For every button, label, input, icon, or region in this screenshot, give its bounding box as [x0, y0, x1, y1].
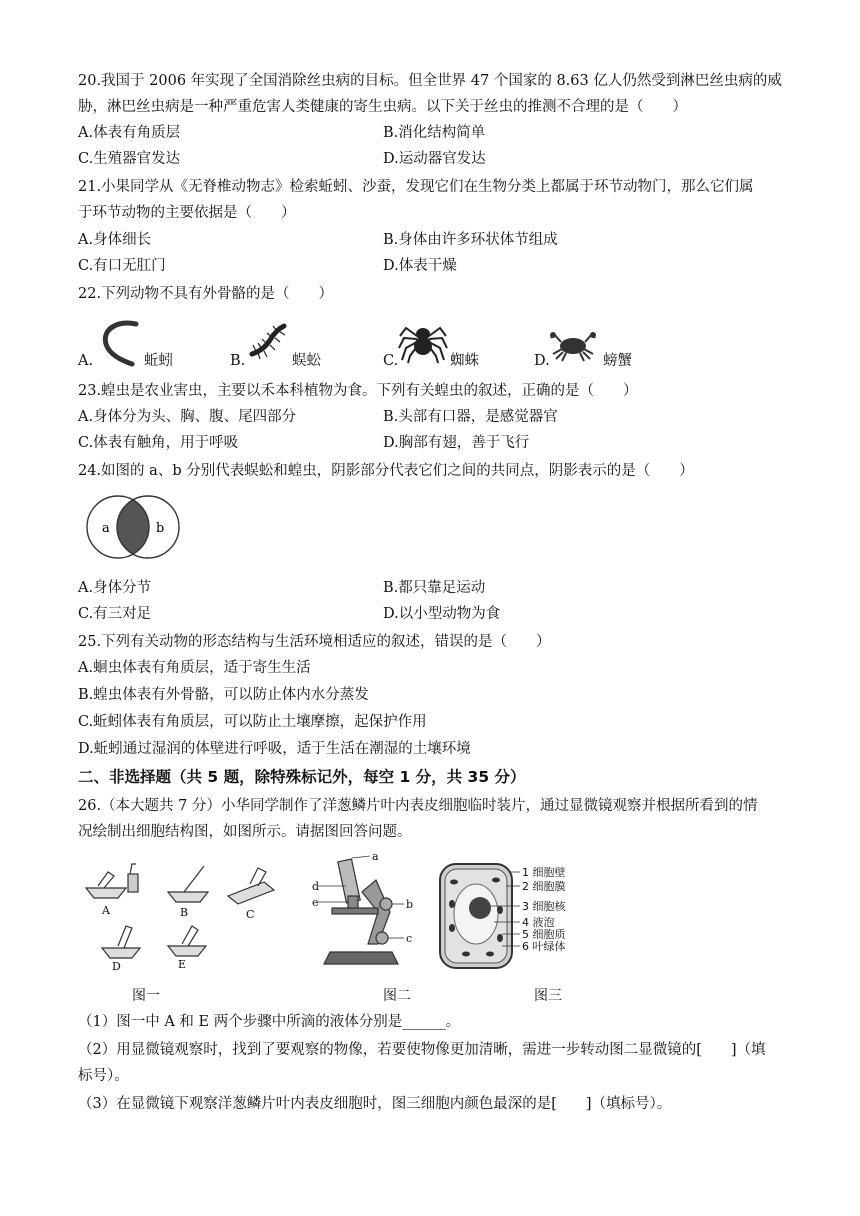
q20-option-a: A.体表有角质层 — [78, 125, 181, 141]
q25-option-b: B.蝗虫体表有外骨骼，可以防止体内水分蒸发 — [78, 687, 369, 703]
q21-stem-line2: 于环节动物的主要依据是（ ） — [78, 205, 296, 221]
q20-option-c: C.生殖器官发达 — [78, 151, 181, 167]
q22-option-d-letter: D. — [534, 353, 550, 369]
q26-sub2-line2: 标号）。 — [78, 1068, 129, 1084]
venn-label-a: a — [102, 521, 110, 536]
figure1-caption: 图一 — [132, 988, 160, 1004]
q24-option-d: D.以小型动物为食 — [383, 606, 501, 622]
fig2-label-e: e — [312, 896, 319, 909]
q23-option-d: D.胸部有翅，善于飞行 — [383, 435, 530, 451]
fig2-label-a: a — [372, 852, 379, 863]
fig2-label-c: c — [406, 932, 413, 945]
q20-option-b: B.消化结构简单 — [383, 125, 486, 141]
venn-diagram — [82, 494, 186, 560]
q21-option-d: D.体表干燥 — [383, 258, 457, 274]
q24-stem: 24.如图的 a、b 分别代表蜈蚣和蝗虫，阴影部分代表它们之间的共同点，阴影表示的是（ ） — [78, 463, 694, 479]
q25-option-a: A.蛔虫体表有角质层，适于寄生生活 — [78, 660, 311, 676]
q25-stem: 25.下列有关动物的形态结构与生活环境相适应的叙述，错误的是（ ） — [78, 634, 551, 650]
fig1-label-b: B — [180, 906, 189, 919]
q22-option-a-letter: A. — [78, 353, 94, 369]
fig3-label-2: 2 细胞膜 — [522, 880, 566, 893]
figure3-caption: 图三 — [534, 988, 562, 1004]
q24-option-b: B.都只靠足运动 — [383, 580, 486, 596]
centipede-icon — [248, 322, 288, 362]
q26-stem-line2: 况绘制出细胞结构图，如图所示。请据图回答问题。 — [78, 824, 412, 840]
q21-stem-line1: 21.小果同学从《无脊椎动物志》检索蚯蚓、沙蚕，发现它们在生物分类上都属于环节动物门，那么它们属 — [78, 179, 754, 195]
q21-option-c: C.有口无肛门 — [78, 258, 166, 274]
q23-option-b: B.头部有口器，是感觉器官 — [383, 409, 558, 425]
spider-icon — [398, 318, 448, 364]
q26-stem-line1: 26.（本大题共 7 分）小华同学制作了洋葱鳞片叶内表皮细胞临时装片，通过显微镜观察并根据所看到的情 — [78, 798, 758, 814]
q22-option-b-name: 蜈蚣 — [292, 353, 321, 369]
fig1-label-d: D — [112, 960, 121, 973]
fig3-label-5: 5 细胞质 — [522, 928, 566, 941]
q23-stem: 23.蝗虫是农业害虫，主要以禾本科植物为食。下列有关蝗虫的叙述，正确的是（ ） — [78, 383, 638, 399]
q22-option-c-name: 蜘蛛 — [450, 353, 479, 369]
fig3-label-6: 6 叶绿体 — [522, 940, 566, 953]
q24-option-a: A.身体分节 — [78, 580, 152, 596]
venn-label-b: b — [156, 521, 165, 536]
q22-option-b-letter: B. — [230, 353, 246, 369]
q25-option-d: D.蚯蚓通过湿润的体壁进行呼吸，适于生活在潮湿的土壤环境 — [78, 741, 471, 757]
q21-option-b: B.身体由许多环状体节组成 — [383, 232, 558, 248]
section-heading: 二、非选择题（共 5 题，除特殊标记外，每空 1 分，共 35 分） — [78, 768, 526, 786]
figure3-plant-cell — [436, 858, 586, 976]
q26-sub3: （3）在显微镜下观察洋葱鳞片叶内表皮细胞时，图三细胞内颜色最深的是[ ]（填标号）。 — [78, 1096, 672, 1112]
fig1-label-c: C — [246, 908, 255, 921]
fig3-label-3: 3 细胞核 — [522, 900, 566, 913]
crab-icon — [548, 326, 598, 362]
figure2-microscope — [312, 852, 422, 976]
figure1-preparation-steps — [82, 862, 282, 974]
fig3-label-1: 1 细胞壁 — [522, 866, 566, 879]
q20-stem-line1: 20.我国于 2006 年实现了全国消除丝虫病的目标。但全世界 47 个国家的 8.63 亿人仍然受到淋巴丝虫病的威 — [78, 73, 782, 89]
fig1-label-a: A — [102, 904, 110, 917]
q22-option-d-name: 螃蟹 — [603, 353, 632, 369]
q26-sub1: （1）图一中 A 和 E 两个步骤中所滴的液体分别是______。 — [78, 1014, 461, 1030]
q24-option-c: C.有三对足 — [78, 606, 152, 622]
q23-option-a: A.身体分为头、胸、腹、尾四部分 — [78, 409, 297, 425]
q26-sub2-line1: （2）用显微镜观察时，找到了要观察的物像，若要使物像更加清晰，需进一步转动图二显微镜的[ ]（填 — [78, 1042, 766, 1058]
fig2-label-b: b — [406, 898, 414, 911]
figure2-caption: 图二 — [383, 988, 411, 1004]
q20-stem-line2: 胁，淋巴丝虫病是一种严重危害人类健康的寄生虫病。以下关于丝虫的推测不合理的是（ ） — [78, 99, 687, 115]
fig2-label-d: d — [312, 880, 320, 893]
q22-option-c-letter: C. — [383, 353, 399, 369]
earthworm-icon — [96, 318, 142, 368]
q20-option-d: D.运动器官发达 — [383, 151, 486, 167]
fig3-label-4: 4 液泡 — [522, 916, 555, 929]
q23-option-c: C.体表有触角，用于呼吸 — [78, 435, 239, 451]
q22-option-a-name: 蚯蚓 — [144, 353, 173, 369]
q21-option-a: A.身体细长 — [78, 232, 152, 248]
q22-stem: 22.下列动物不具有外骨骼的是（ ） — [78, 286, 334, 302]
fig1-label-e: E — [178, 958, 187, 971]
q25-option-c: C.蚯蚓体表有角质层，可以防止土壤摩擦，起保护作用 — [78, 714, 427, 730]
